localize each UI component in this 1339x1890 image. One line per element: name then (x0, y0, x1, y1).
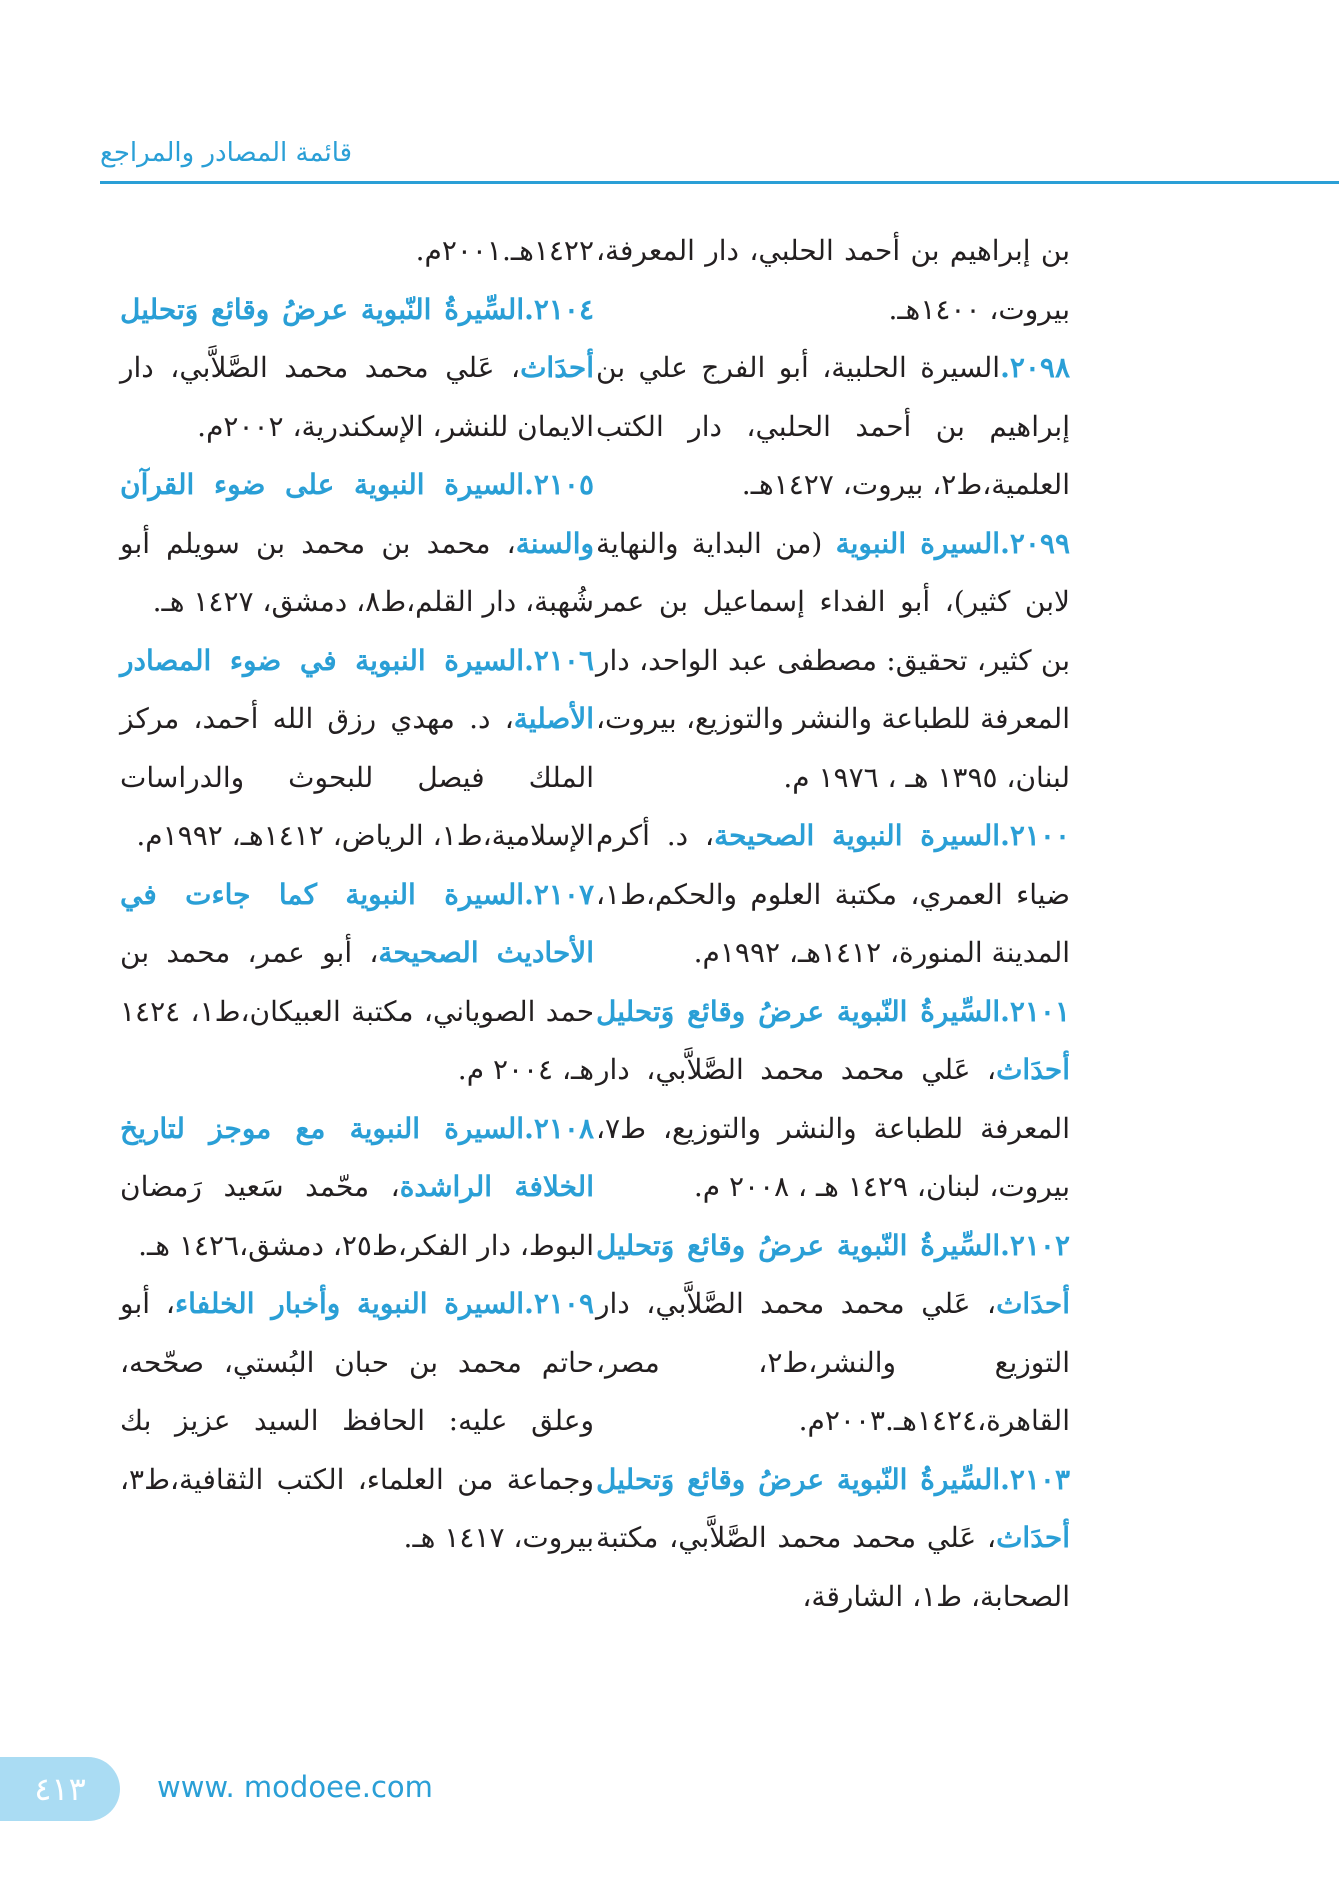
bibliography-entry-2100 (596, 807, 1070, 983)
entry-text: ، أبو عمر، محمد بن حمد الصوياني، مكتبة العبيكان،ط١، ١٤٢٤ هـ، ٢٠٠٤ م. (120, 936, 594, 1086)
bibliography-entry-2102 (596, 1217, 1070, 1451)
entry-text: ، د. أكرم ضياء العمري، مكتبة العلوم والحكم،ط١، المدينة المنورة، ١٤١٢هـ، ١٩٩٢م. (596, 819, 1070, 969)
entry-text: السيرة الحلبية، أبو الفرج علي بن إبراهيم بن أحمد الحلبي، دار الكتب العلمية،ط٢، بيروت، ١٤٢٧هـ. (596, 351, 1070, 501)
entry-title: السيرة النبوية وأخبار الخلفاء (174, 1287, 525, 1320)
entry-text: ، عَلي محمد محمد الصَّلاَّبي، دار التوزيع والنشر،ط٢، مصر، القاهرة،١٤٢٤هـ.٢٠٠٣م. (596, 1287, 1071, 1437)
entry-title: السيرة النبوية كما جاءت في الأحاديث الصحيحة (120, 877, 594, 969)
right-column (596, 222, 1070, 1626)
running-header-title: قائمة المصادر والمراجع (100, 138, 353, 168)
entry-text: ، عَلي محمد محمد الصَّلاَّبي، دار الايمان للنشر، الإسكندرية، ٢٠٠٢م. (120, 351, 594, 443)
entry-number: ٢١٠٨. (524, 1111, 594, 1145)
entry-number: ٢١٠٤. (524, 292, 594, 326)
entry-text: ، أبو حاتم محمد بن حبان البُستي، صحّحه، وعلق عليه: الحافظ السيد عزيز بك وجماعة من العلماء، الكتب الثقافية،ط٣، بيروت، ١٤١٧ هـ. (120, 1287, 594, 1554)
bibliography-entry-2106 (120, 632, 594, 866)
bibliography-entry-2109 (120, 1275, 594, 1568)
bibliography-entry-2107 (120, 866, 594, 1100)
entry-title: السِّيرةُ النّبوية عرضُ وقائع وَتحليل أحدَاث (120, 292, 594, 384)
entry-number: ٢١٠٦. (524, 643, 594, 677)
entry-continuation: ١٤٢٢هـ.٢٠٠١م. (415, 234, 594, 267)
entry-text: ، د. مهدي رزق الله أحمد، مركز الملك فيصل للبحوث والدراسات الإسلامية،ط١، الرياض، ١٤١٢هـ، ١٩٩٢م. (120, 702, 594, 852)
bibliography-entry-2103 (596, 1451, 1070, 1627)
entry-text: (من البداية والنهاية لابن كثير)، أبو الفداء إسماعيل بن عمر بن كثير، تحقيق: مصطفى عبد الواحد، دار المعرفة للطباعة والنشر والتوزيع، بيروت، لبنان، ١٣٩٥ هـ ، ١٩٧٦ م. (596, 526, 1070, 794)
entry-continuation: بن إبراهيم بن أحمد الحلبي، دار المعرفة، بيروت، ١٤٠٠هـ. (596, 234, 1070, 326)
entry-text: ، محمد بن محمد بن سويلم أبو شُهبة، دار القلم،ط٨، دمشق، ١٤٢٧ هـ. (120, 526, 594, 618)
entry-number: ٢٠٩٩. (1000, 526, 1070, 560)
page-number: ٤١٣ (34, 1770, 86, 1808)
entry-number: ٢١٠٠. (1000, 819, 1070, 852)
entry-text: ، عَلي محمد محمد الصَّلاَّبي، مكتبة الصحابة، ط١، الشارقة، (596, 1521, 1070, 1613)
website-url[interactable]: www. modoee.com (157, 1770, 433, 1804)
bibliography-entry-2099 (596, 515, 1070, 808)
entry-title: السِّيرةُ النّبوية عرضُ وقائع وَتحليل أحدَاث (596, 994, 1070, 1086)
bibliography-entry-2108 (120, 1100, 594, 1276)
entry-title: السيرة النبوية في ضوء المصادر الأصلية (120, 643, 594, 735)
entry-number: ٢١٠٣. (1000, 1462, 1070, 1496)
entry-title: السيرة النبوية على ضوء القرآن والسنة (120, 468, 594, 560)
bibliography-entry-2105 (120, 456, 594, 632)
bibliography-entry-2101 (596, 983, 1070, 1217)
entry-title: السيرة النبوية الصحيحة (714, 819, 1001, 852)
bibliography-entry-2098 (596, 339, 1070, 515)
entry-title: السيرة النبوية (835, 526, 1001, 560)
entry-title: السِّيرةُ النّبوية عرضُ وقائع وَتحليل أحدَاث (596, 1462, 1070, 1554)
entry-number: ٢١٠١. (1000, 994, 1070, 1028)
page-number-badge (0, 1757, 120, 1821)
entry-number: ٢١٠٥. (524, 468, 594, 501)
entry-number: ٢١٠٢. (1000, 1228, 1070, 1262)
entry-title: السِّيرةُ النّبوية عرضُ وقائع وَتحليل أحدَاث (596, 1228, 1070, 1320)
entry-text: ، محّمد سَعيد رَمضان البوط، دار الفكر،ط٢٥، دمشق،١٤٢٦ هـ. (120, 1170, 594, 1262)
bibliography-entry-2104 (120, 281, 594, 457)
entry-number: ٢٠٩٨. (1000, 351, 1070, 384)
left-column (120, 222, 594, 1568)
entry-title: السيرة النبوية مع موجز لتاريخ الخلافة الراشدة (120, 1111, 594, 1203)
header-rule (100, 181, 1339, 184)
entry-number: ٢١٠٧. (524, 877, 594, 911)
entry-number: ٢١٠٩. (524, 1287, 594, 1320)
entry-text: ، عَلي محمد محمد الصَّلاَّبي، دار المعرفة للطباعة والنشر والتوزيع، ط٧، بيروت، لبنان، ١٤٢٩ هـ ، ٢٠٠٨ م. (596, 1053, 1070, 1203)
